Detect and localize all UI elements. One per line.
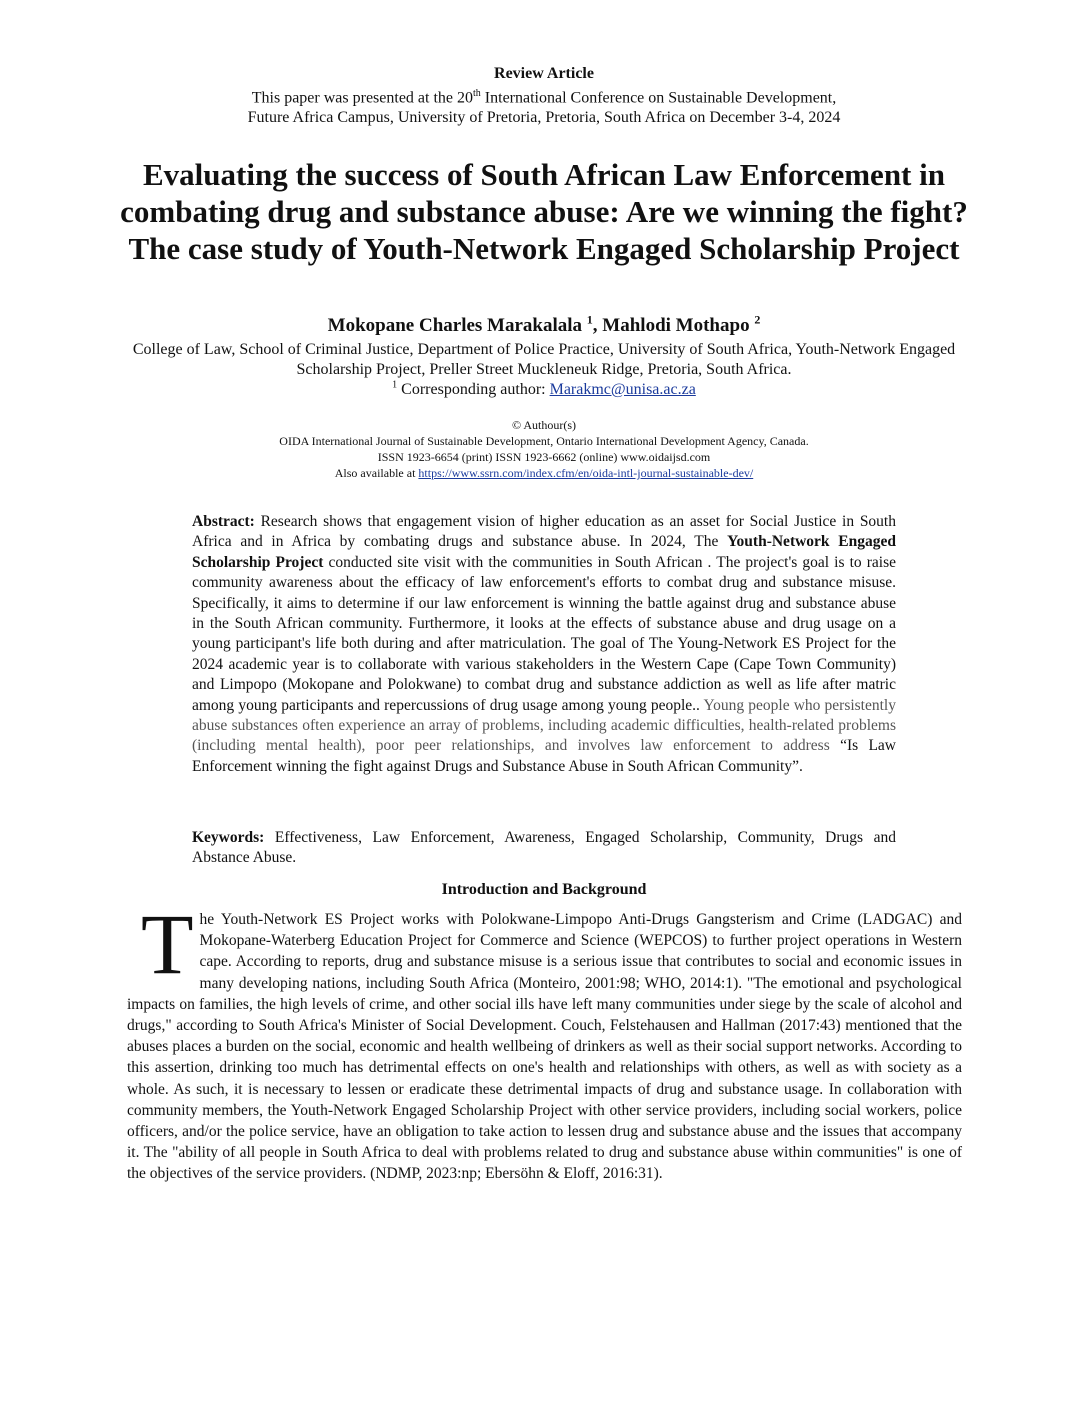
abstract <box>192 512 896 777</box>
conference-ordinal: th <box>473 88 481 99</box>
conference-text-pre: This paper was presented at the 20 <box>251 89 474 107</box>
author-2-affiliation-mark: 2 <box>754 312 761 327</box>
affiliation-text: College of Law, School of Criminal Justice, Department of Police Practice, University of South Africa, Youth-Network Engaged Scholarship Project, Preller Street Muckleneuk Ridge, Pretoria, South Africa. <box>132 341 956 378</box>
issn-line: ISSN 1923-6654 (print) ISSN 1923-6662 (online) www.oidaijsd.com <box>377 450 711 464</box>
conference-line-1 <box>0 84 1088 108</box>
conference-line-2: Future Africa Campus, University of Pretoria, Pretoria, South Africa on December 3-4, 2024 <box>247 109 841 127</box>
corresponding-email-link[interactable]: Marakmc@unisa.ac.za <box>549 381 696 398</box>
paper-header <box>0 64 1088 128</box>
copyright-line: © Authour(s) <box>511 418 577 432</box>
ssrn-link[interactable]: https://www.ssrn.com/index.cfm/en/oida-intl-journal-sustainable-dev/ <box>418 466 754 480</box>
journal-name: OIDA International Journal of Sustainable Development, Ontario International Development Agency, Canada. <box>279 434 809 448</box>
also-available-line <box>0 465 1088 481</box>
abstract-text-1: Research shows that engagement vision of higher education as an asset for Social Justice in South Africa and in Africa by combating drugs and substance abuse. In 2024, The <box>192 513 896 551</box>
abstract-text-2: conducted site visit with the communities in South African . The project's goal is to raise community awareness about the efficacy of law enforcement's efforts to combat drug and substance misuse. Specifically, it aims to determine if our law enforcement is winning the battle against drug and substance abuse in the South African community. Furthermore, it looks at the effects of substance abuse and drug usage on a young participant's life both during and after matriculation. The goal of The Young-Network ES Project for the 2024 academic year is to collaborate with various stakeholders in the Western Cape (Cape Town Community) and Limpopo (Mokopane and Polokwane) to combat drug and substance addiction as well as life after matric among young participants and repercussions of drug usage among young people.. <box>192 553 896 714</box>
conference-text-post: International Conference on Sustainable Development, <box>480 89 837 107</box>
keywords <box>192 828 896 869</box>
author-1-affiliation-mark: 1 <box>586 312 593 327</box>
keywords-text: Effectiveness, Law Enforcement, Awareness, Engaged Scholarship, Community, Drugs and Abstance Abuse. <box>192 829 896 867</box>
abstract-text-4: “Is Law Enforcement winning the fight against Drugs and Substance Abuse in South African Community”. <box>192 737 896 775</box>
journal-info <box>0 417 1088 481</box>
article-type: Review Article <box>494 65 594 82</box>
corresponding-label: Corresponding author: <box>397 381 550 398</box>
also-available-label: Also available at <box>334 466 419 480</box>
author-2-name: Mahlodi Mothapo <box>602 315 755 336</box>
abstract-text-3: Young people who persistently abuse substances often experience an array of problems, including academic difficulties, health-related problems (including mental health), poor peer relationships, and involves law enforcement to address <box>192 696 896 755</box>
corresponding-author-line <box>130 380 958 400</box>
introduction-paragraph <box>127 896 962 1185</box>
introduction-text: he Youth-Network ES Project works with Polokwane-Limpopo Anti-Drugs Gangsterism and Crime (LADGAC) and Mokopane-Waterberg Education Project for Commerce and Science (WEPCOS) to further project operations in Western cape. According to reports, drug and substance misuse is a serious issue that contributes to social and economic issues in many developing nations, including South Africa (Monteiro, 2001:98; WHO, 2014:1). "The emotional and psychological impacts on families, the high levels of crime, and other social ills have left many communities under siege by the scale of alcohol and drugs," according to South Africa's Minister of Social Development. Couch, Felstehausen and Hallman (2017:43) mentioned that the abuses places a burden on the social, economic and health wellbeing of drinkers as well as their social support networks. According to this assertion, drinking too much has detrimental effects on one's health and relationships with others, as well as with society as a whole. As such, it is necessary to lessen or eradicate these detrimental impacts of drug and substance usage. In collaboration with community members, the Youth-Network Engaged Scholarship Project with other service providers, including social workers, police officers, and/or the police service, have an obligation to take action to lessen drug and substance abuse and the issues that accompany it. The "ability of all people in South Africa to deal with problems related to drug and substance abuse within communities" is one of the objectives of the service providers. (NDMP, 2023:np; Ebersöhn & Eloff, 2016:31). <box>127 911 962 1183</box>
keywords-label: Keywords: <box>192 829 265 846</box>
affiliation-block <box>130 340 958 400</box>
corresponding-mark: 1 <box>392 379 398 391</box>
author-separator: , <box>592 315 603 336</box>
abstract-label: Abstract: <box>192 513 255 530</box>
introduction-heading: Introduction and Background <box>441 881 647 898</box>
author-list <box>0 314 1088 338</box>
author-1-name: Mokopane Charles Marakalala <box>327 315 587 336</box>
drop-cap-letter: T <box>141 896 194 992</box>
paper-title: Evaluating the success of South African Law Enforcement in combating drug and substance abuse: Are we winning the fight? The case study of Youth-Network Engaged Scholarship Project <box>120 157 968 266</box>
abstract-project-name: Youth-Network Engaged Scholarship Project <box>192 533 896 571</box>
